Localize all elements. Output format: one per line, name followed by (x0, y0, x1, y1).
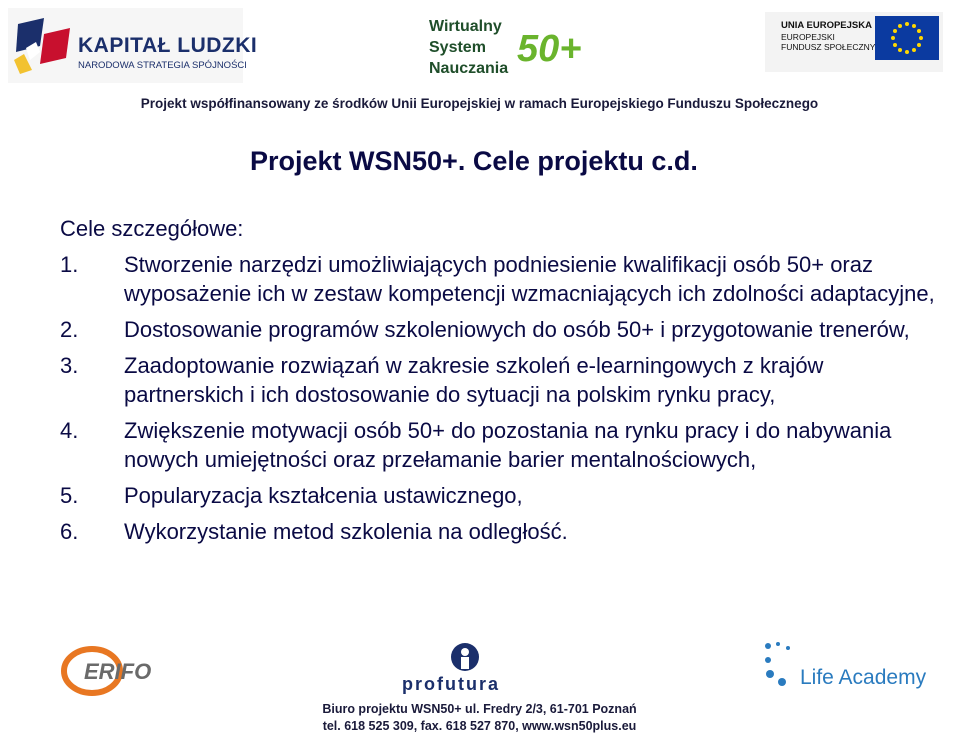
list-item (60, 315, 940, 344)
eu-flag-icon (875, 16, 939, 60)
item-number: 5. (60, 483, 79, 508)
profutura-logo (392, 640, 537, 700)
footer-contact: tel. 618 525 309, fax. 618 527 870, www.wsn50plus.eu (322, 719, 637, 733)
eu-logo (765, 12, 943, 72)
kl-title: KAPITAŁ LUDZKI (78, 34, 258, 57)
list-item (60, 517, 940, 546)
item-number: 6. (60, 519, 79, 544)
section-subtitle: Cele szczegółowe: (60, 216, 244, 241)
eu-line1: UNIA EUROPEJSKA (781, 20, 872, 31)
item-text: Wykorzystanie metod szkolenia na odległość. (124, 519, 568, 544)
footer-address: Biuro projektu WSN50+ ul. Fredry 2/3, 61-701 Poznań (322, 702, 637, 716)
list-item (60, 250, 940, 308)
item-text: Zaadoptowanie rozwiązań w zakresie szkoleń e-learningowych z krajów partnerskich i ich dostosowanie do sytuacji na polskim rynku pracy, (124, 353, 824, 407)
cofinancing-note: Projekt współfinansowany ze środków Unii Europejskiej w ramach Europejskiego Funduszu Społecznego (140, 96, 819, 111)
item-text: Dostosowanie programów szkoleniowych do osób 50+ i przygotowanie trenerów, (124, 317, 910, 342)
wsn-logo (425, 14, 595, 80)
page-title: Projekt WSN50+. Cele projektu c.d. (250, 146, 698, 176)
item-text: Zwiększenie motywacji osób 50+ do pozostania na rynku pracy i do nabywania nowych umiejętności oraz przełamanie barier mentalnościowych, (124, 418, 892, 472)
item-number: 2. (60, 317, 79, 342)
wsn-line2: System (429, 39, 486, 56)
life-academy-logo (762, 640, 947, 690)
kl-subtitle: NARODOWA STRATEGIA SPÓJNOŚCI (78, 60, 247, 71)
item-text: Popularyzacja kształcenia ustawicznego, (124, 483, 523, 508)
eu-line2: EUROPEJSKI (781, 32, 835, 42)
list-item (60, 351, 940, 409)
erifo-text: ERIFO (84, 659, 152, 684)
kapital-ludzki-logo (8, 8, 258, 83)
item-number: 4. (60, 418, 79, 443)
eu-line3: FUNDUSZ SPOŁECZNY (781, 42, 876, 52)
life-academy-text: Life Academy (800, 666, 927, 689)
kapital-ludzki-emblem-icon (10, 12, 76, 78)
profutura-text: profutura (402, 674, 500, 694)
life-academy-dots-icon (762, 640, 802, 690)
wsn-line3: Nauczania (429, 60, 509, 77)
list-item (60, 481, 940, 510)
profutura-emblem-icon (450, 640, 480, 674)
item-number: 1. (60, 252, 79, 277)
list-item (60, 416, 940, 474)
item-text: Stworzenie narzędzi umożliwiających podniesienie kwalifikacji osób 50+ oraz wyposażenie ich w zestaw kompetencji wzmacniających ich zdolności adaptacyjne, (124, 252, 935, 306)
item-number: 3. (60, 353, 79, 378)
wsn-line1: Wirtualny (429, 18, 502, 35)
erifo-logo (60, 646, 175, 696)
wsn-mark: 50+ (517, 28, 582, 70)
goals-list (60, 250, 940, 553)
